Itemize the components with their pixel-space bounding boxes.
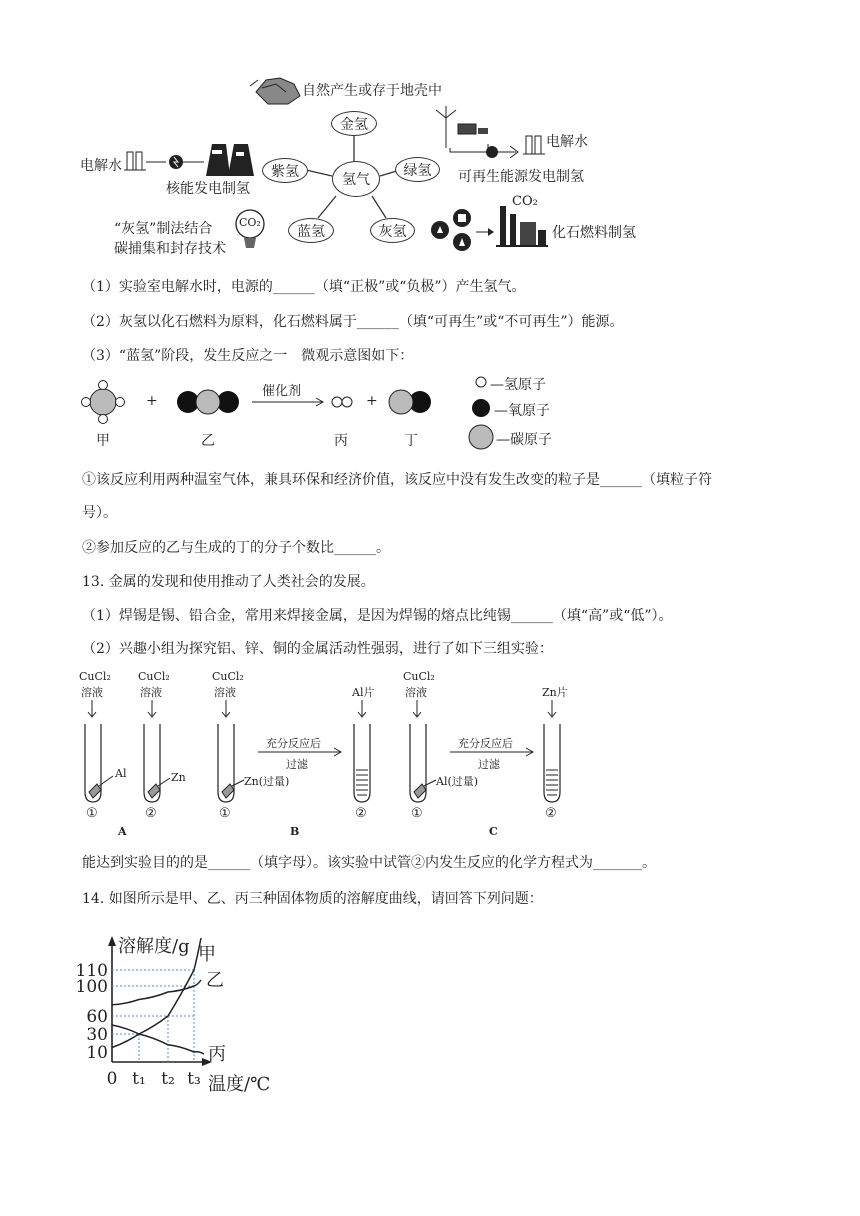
purple-hydrogen-label: 紫氢 [262, 158, 308, 183]
label-yi: 乙 [201, 433, 215, 449]
q12-sub2: ②参加反应的乙与生成的丁的分子个数比______。 [82, 540, 390, 556]
y-tick-110: 110 [75, 961, 108, 981]
fossil-co2-label: CO₂ [512, 194, 538, 209]
legend-c-label: —碳原子 [496, 432, 552, 448]
reagent-3: CuCl₂ [212, 670, 244, 683]
series-label-丙: 丙 [208, 1044, 226, 1065]
curve-乙 [112, 980, 201, 1005]
ccs-caption-line1: “灰氢”制法结合 [114, 221, 213, 237]
reagent-4-solution: 溶液 [405, 686, 427, 699]
x-tick-t₃: t₃ [187, 1069, 201, 1089]
co2-badge: CO₂ [239, 216, 261, 229]
zn-excess-label: Zn(过量) [244, 775, 290, 788]
y-axis-label: 溶解度/g [118, 936, 190, 957]
top-caption: 自然产生或存于地壳中 [302, 83, 442, 99]
gold-hydrogen-label: 金氢 [331, 111, 377, 136]
legend-h-label: —氢原子 [490, 377, 546, 393]
tube-num-a1: ① [86, 806, 98, 821]
reagent-2: CuCl₂ [138, 670, 170, 683]
legend-o-label: —氧原子 [494, 403, 550, 419]
reagent-1-solution: 溶液 [81, 686, 103, 699]
catalyst-label: 催化剂 [262, 384, 302, 399]
y-tick-60: 60 [86, 1007, 108, 1027]
process-c-react: 充分反应后 [458, 737, 513, 750]
curve-丙 [112, 1025, 204, 1054]
group-b: B [290, 825, 300, 838]
y-tick-30: 30 [86, 1025, 108, 1045]
left-electrolysis-label: 电解水 [80, 158, 122, 174]
q12-part3: （3）“蓝氢”阶段，发生反应之一 微观示意图如下： [82, 348, 414, 364]
green-hydrogen-label: 绿氢 [395, 157, 440, 182]
y-tick-10: 10 [86, 1043, 108, 1063]
label-ding: 丁 [404, 433, 418, 449]
process-b-filter: 过滤 [286, 758, 308, 771]
hydrogen-center: 氢气 [332, 161, 380, 197]
q13-part1: （1）焊锡是锡、铅合金，常用来焊接金属，是因为焊锡的熔点比纯锡______（填“高”或“低”）。 [82, 608, 673, 624]
series-label-乙: 乙 [206, 970, 224, 991]
q12-sub1-line1: ①该反应利用两种温室气体，兼具环保和经济价值，该反应中没有发生改变的粒子是______（填粒子符 [82, 472, 712, 488]
nuclear-caption: 核能发电制氢 [166, 181, 250, 197]
q12-part1: （1）实验室电解水时，电源的______（填“正极”或“负极”）产生氢气。 [82, 279, 526, 295]
group-a: A [118, 825, 127, 838]
process-c-filter: 过滤 [478, 758, 500, 771]
process-b-react: 充分反应后 [266, 737, 321, 750]
plus-1: + [146, 393, 158, 409]
al-piece-label: Al片 [352, 686, 375, 699]
al-excess-label: Al(过量) [436, 775, 479, 788]
renewable-caption: 可再生能源发电制氢 [458, 169, 584, 185]
label-bing: 丙 [334, 433, 348, 449]
q13-title: 13. 金属的发现和使用推动了人类社会的发展。 [82, 574, 375, 590]
al-label: Al [115, 767, 127, 780]
x-axis-label: 温度/℃ [208, 1074, 271, 1095]
plus-2: + [366, 393, 378, 409]
x-tick-0: 0 [106, 1069, 118, 1089]
reagent-2-solution: 溶液 [140, 686, 162, 699]
q14-title: 14. 如图所示是甲、乙、丙三种固体物质的溶解度曲线，请回答下列问题： [82, 891, 543, 907]
y-axis-arrow [108, 936, 116, 946]
zn-label: Zn [171, 771, 186, 784]
q13-part2: （2）兴趣小组为探究铝、锌、铜的金属活动性强弱，进行了如下三组实验： [82, 641, 553, 657]
tube-num-a2: ② [145, 806, 157, 821]
group-c: C [489, 825, 498, 838]
q12-part2: （2）灰氢以化石燃料为原料，化石燃料属于______（填“可再生”或“不可再生”）能源。 [82, 314, 624, 330]
q12-sub1-line2: 号）。 [82, 505, 117, 521]
q13-part3: 能达到实验目的的是______（填字母）。该实验中试管②内发生反应的化学方程式为_______。 [82, 855, 656, 871]
x-tick-t₁: t₁ [132, 1069, 146, 1089]
blue-hydrogen-label: 蓝氢 [288, 218, 334, 243]
grey-hydrogen-label: 灰氢 [370, 218, 415, 243]
reagent-4: CuCl₂ [403, 670, 435, 683]
series-label-甲: 甲 [198, 944, 216, 965]
tube-num-b1: ① [219, 806, 231, 821]
tube-num-c2: ② [545, 806, 557, 821]
zn-piece-label: Zn片 [542, 686, 568, 699]
y-tick-100: 100 [75, 977, 108, 997]
x-tick-t₂: t₂ [161, 1069, 175, 1089]
tube-num-b2: ② [355, 806, 367, 821]
reagent-1: CuCl₂ [79, 670, 111, 683]
reagent-3-solution: 溶液 [214, 686, 236, 699]
tube-num-c1: ① [411, 806, 423, 821]
right-electrolysis-label: 电解水 [546, 134, 588, 150]
fossil-caption: 化石燃料制氢 [552, 225, 636, 241]
label-jia: 甲 [96, 433, 110, 449]
ccs-caption-line2: 碳捕集和封存技术 [114, 241, 226, 257]
